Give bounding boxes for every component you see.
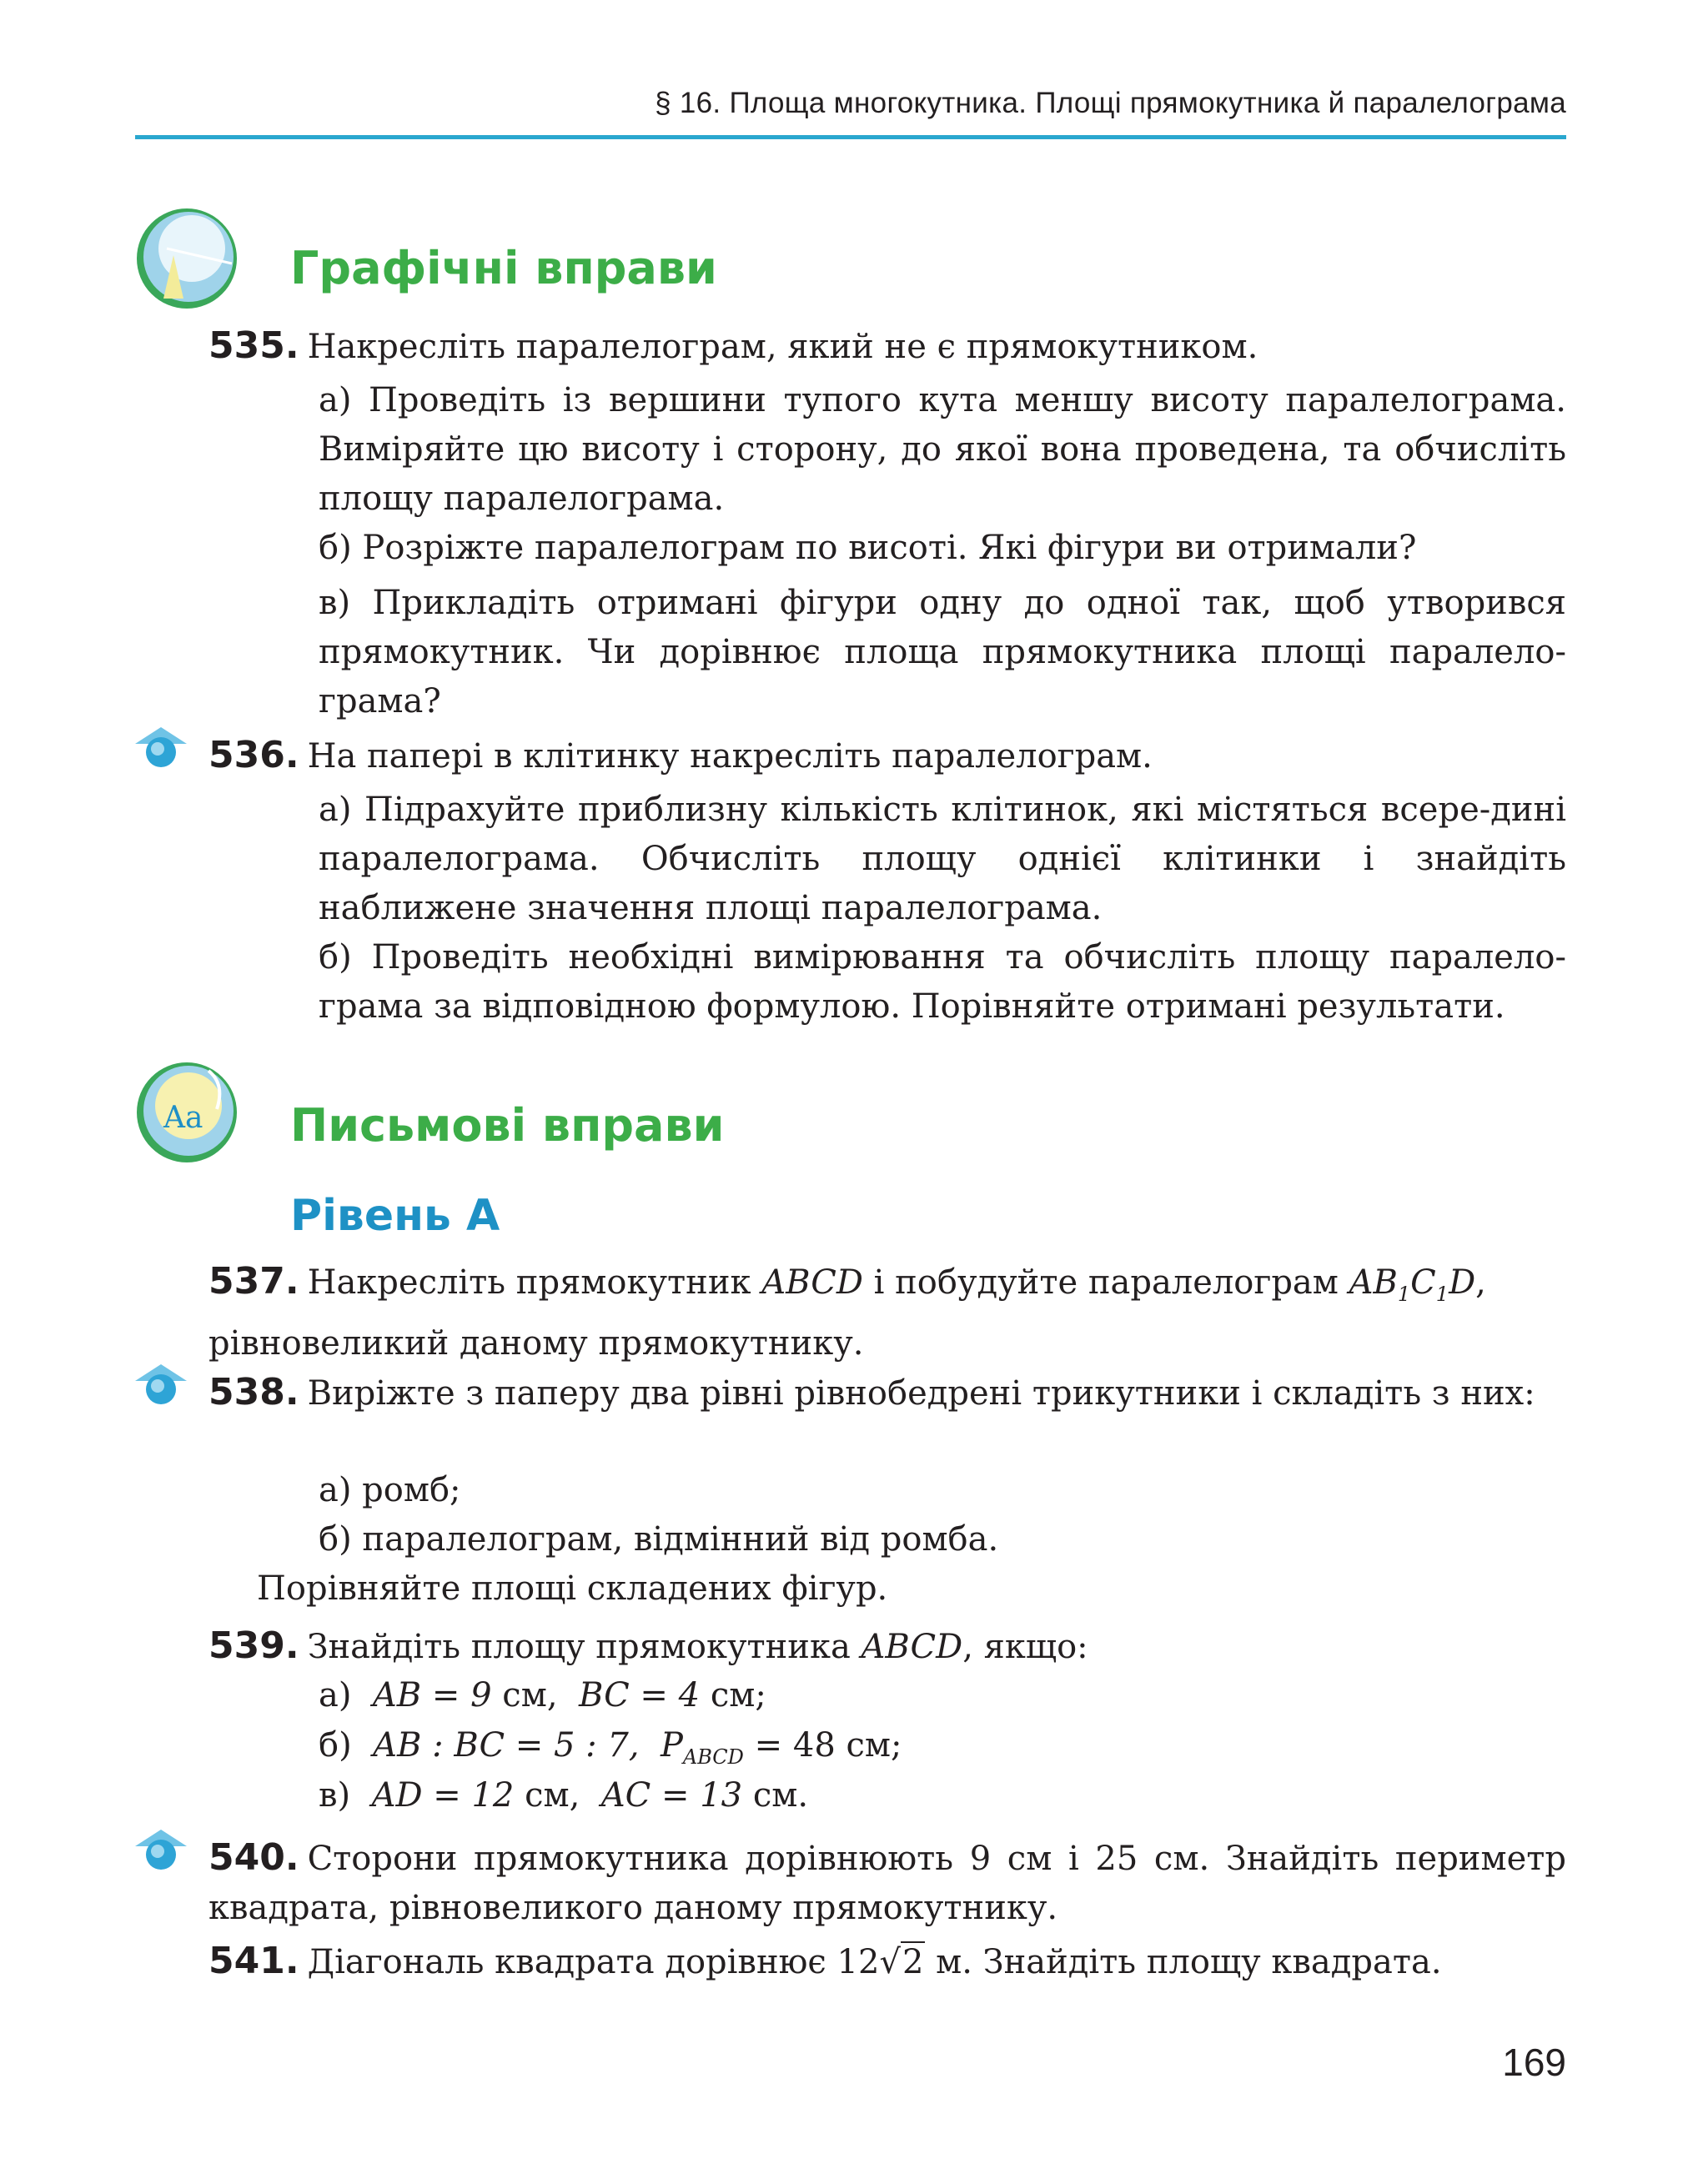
problem-541 <box>208 1936 1566 1987</box>
problem-540 <box>208 1833 1566 1933</box>
problem-number: 540. <box>208 1836 299 1879</box>
running-header: § 16. Площа многокутника. Площі прямокутника й паралелограма <box>655 87 1566 119</box>
problem-538 <box>208 1368 1566 1418</box>
problem-text: Накресліть паралелограм, який не є прямокутником. <box>307 328 1258 366</box>
level-title: Рівень А <box>290 1191 500 1241</box>
problem-538-b: б) паралелограм, відмінний від ромба. <box>319 1520 999 1559</box>
problem-text: рівновеликий даному прямокутнику. <box>208 1324 864 1363</box>
math-ab1c1d: $AB_1C_1D$ <box>1349 1263 1476 1306</box>
problem-538-a: а) ромб; <box>319 1471 461 1509</box>
problem-text: Діагональ квадрата дорівнює <box>307 1943 826 1981</box>
problem-number: 538. <box>208 1371 299 1413</box>
problem-536-a: а) Підрахуйте приблизну кількість клітинок, які містяться всере-дині паралелограма. Обчисліть площу однієї клітинки і знайдіть наближене значення площі паралелограма. <box>319 791 1566 927</box>
problem-539-b: б) AB : BC = 5 : 7, $P_{ABCD} = 48$ см; <box>319 1726 902 1769</box>
problem-text: На папері в клітинку накресліть паралелограм. <box>307 737 1153 776</box>
problem-535 <box>208 321 1566 372</box>
difficulty-mark-icon <box>133 1363 188 1406</box>
page-number: 169 <box>1502 2041 1566 2084</box>
problem-text: Сторони прямокутника дорівнюють 9 см і 25 см. Знайдіть периметр квадрата, рівновеликого даному прямокутнику. <box>208 1840 1566 1927</box>
problem-539-c: в) AD = 12 см, AC = 13 см. <box>319 1776 809 1815</box>
problem-number: 541. <box>208 1940 299 1982</box>
svg-text:Aa: Aa <box>163 1101 203 1135</box>
math-abcd: ABCD <box>861 1628 963 1666</box>
problem-number: 537. <box>208 1260 299 1303</box>
problem-number: 536. <box>208 734 299 776</box>
section-title-written: Письмові вправи <box>290 1099 725 1152</box>
problem-number: 539. <box>208 1624 299 1667</box>
problem-text: м. Знайдіть площу квадрата. <box>936 1943 1442 1981</box>
problem-number: 535. <box>208 324 299 367</box>
section-title-graphic: Графічні вправи <box>290 242 717 294</box>
problem-text: Знайдіть площу прямокутника <box>307 1628 851 1666</box>
problem-535-a: а) Проведіть із вершини тупого кута меншу висоту паралелограма. Виміряйте цю висоту і сторону, до якої вона проведена, та обчисліть площу паралелограма. <box>319 381 1566 518</box>
problem-536-b: б) Проведіть необхідні вимірювання та обчисліть площу паралело-грама за відповідною формулою. Порівняйте отримані результати. <box>319 938 1566 1026</box>
problem-text: Накресліть прямокутник <box>307 1263 751 1302</box>
problem-536 <box>208 731 1566 781</box>
problem-537: 537. Накресліть прямокутник ABCD і побудуйте паралелограм $AB_1C_1D$, рівновеликий даному прямокутнику. <box>208 1260 1486 1363</box>
math-sqrt: 12√2 <box>836 1943 924 1981</box>
math-abcd: ABCD <box>761 1263 863 1302</box>
problem-539: 539. Знайдіть площу прямокутника ABCD, якщо: <box>208 1624 1088 1667</box>
problem-538-note: Порівняйте площі складених фігур. <box>257 1569 888 1608</box>
compass-icon <box>133 205 240 312</box>
header-rule <box>135 135 1566 139</box>
problem-539-a: а) AB = 9 см, BC = 4 см; <box>319 1676 766 1715</box>
problem-text: Виріжте з паперу два рівні рівнобедрені трикутники і складіть з них: <box>307 1374 1535 1413</box>
letters-icon <box>133 1059 240 1166</box>
problem-535-b: б) Розріжте паралелограм по висоті. Які фігури ви отримали? <box>319 529 1417 567</box>
difficulty-mark-icon <box>133 1828 188 1871</box>
difficulty-mark-icon <box>133 726 188 769</box>
problem-text: і побудуйте паралелограм <box>873 1263 1339 1302</box>
problem-535-c: в) Прикладіть отримані фігури одну до одної так, щоб утворився прямокутник. Чи дорівнює площа прямокутника площі паралело-грама? <box>319 584 1566 720</box>
